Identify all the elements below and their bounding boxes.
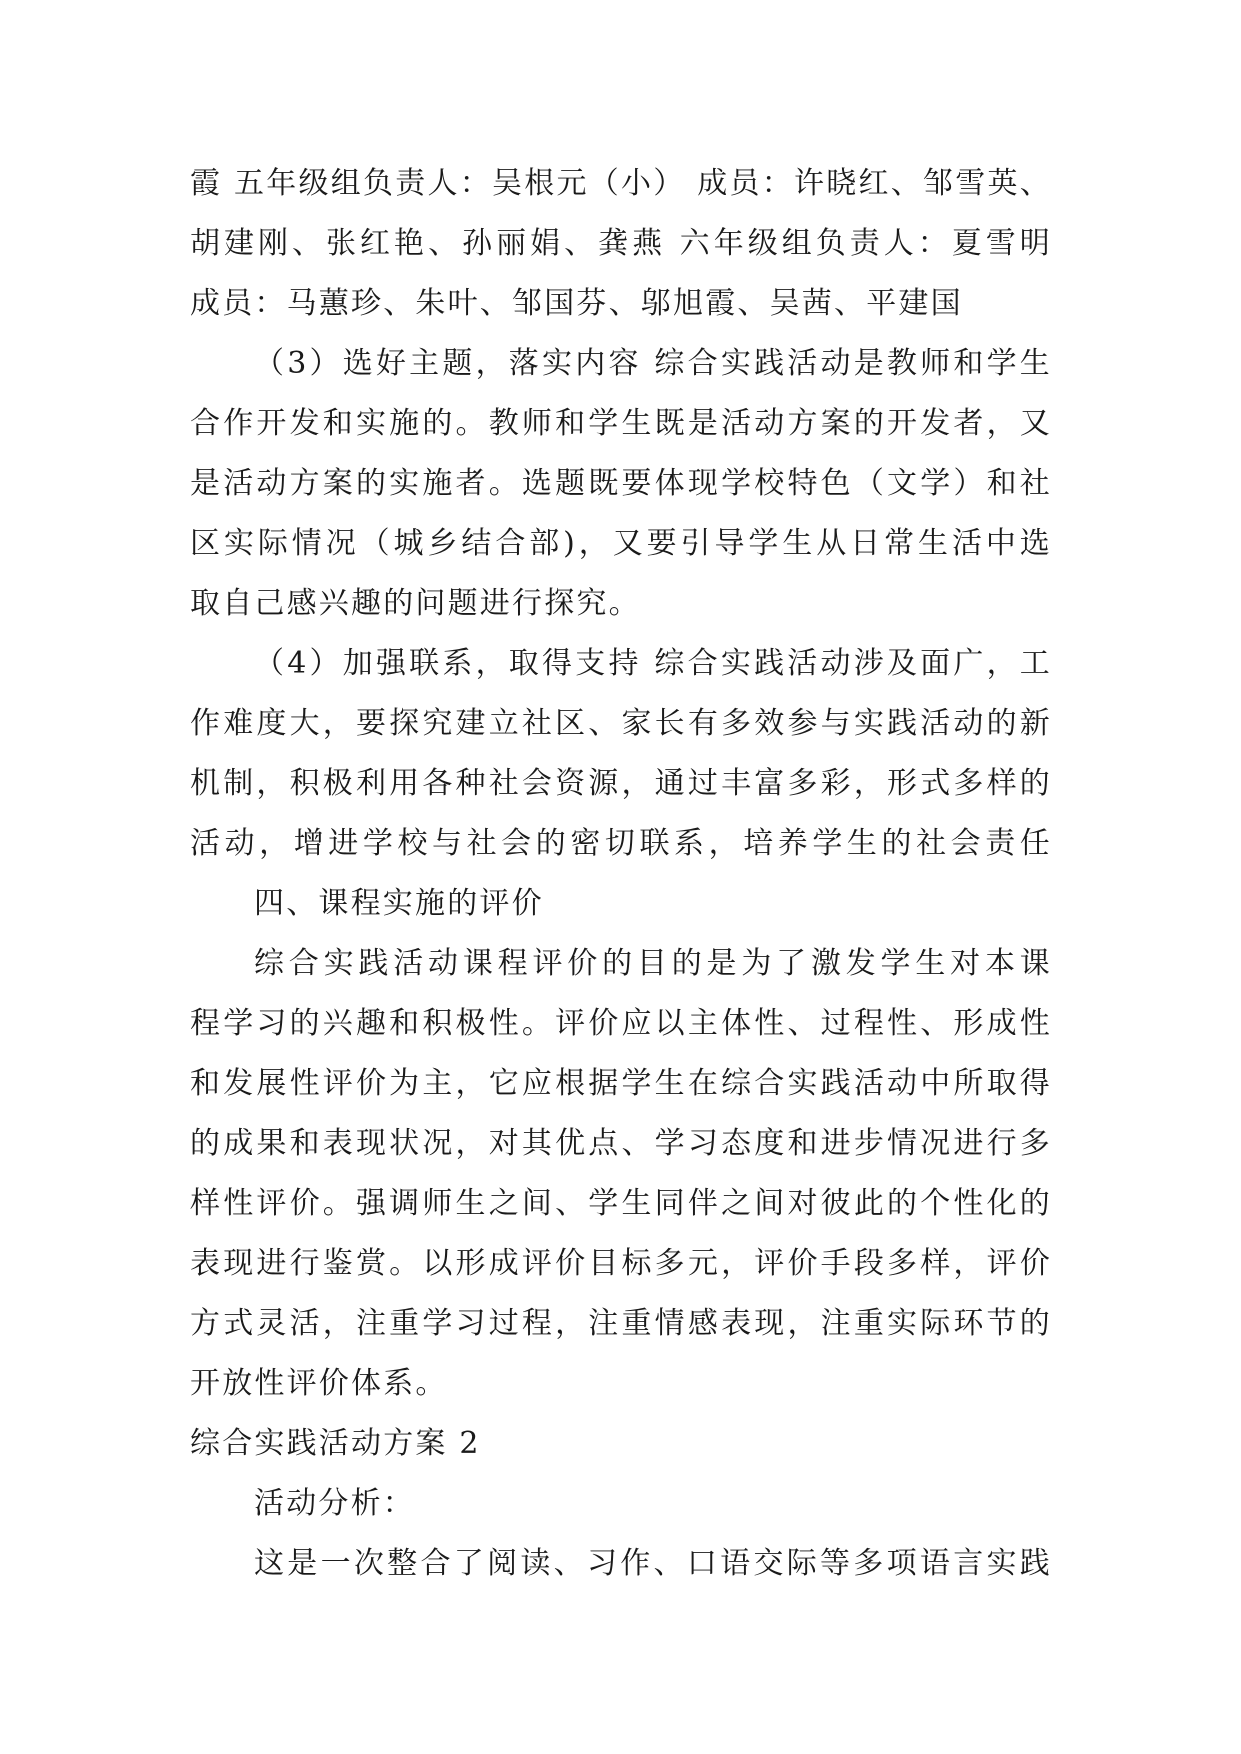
document-section-title: 综合实践活动方案 2 — [190, 1426, 481, 1461]
paragraph-line-16: 和发展性评价为主，它应根据学生在综合实践活动中所取得 — [190, 1066, 1052, 1101]
paragraph-line-14: 综合实践活动课程评价的目的是为了激发学生对本课 — [254, 946, 1052, 981]
paragraph-line-6: 是活动方案的实施者。选题既要体现学校特色（文学）和社 — [190, 466, 1052, 501]
paragraph-line-15: 程学习的兴趣和积极性。评价应以主体性、过程性、形成性 — [190, 1006, 1052, 1041]
paragraph-line-20: 方式灵活，注重学习过程，注重情感表现，注重实际环节的 — [190, 1306, 1052, 1341]
paragraph-line-21: 开放性评价体系。 — [190, 1366, 448, 1401]
section-heading-evaluation: 四、课程实施的评价 — [254, 886, 544, 921]
paragraph-line-9: （4）加强联系，取得支持 综合实践活动涉及面广，工 — [254, 646, 1052, 681]
paragraph-line-3: 成员：马蕙珍、朱叶、邹国芬、邬旭霞、吴茜、平建国 — [190, 286, 963, 321]
paragraph-line-8: 取自己感兴趣的问题进行探究。 — [190, 586, 641, 621]
paragraph-line-18: 样性评价。强调师生之间、学生同伴之间对彼此的个性化的 — [190, 1186, 1052, 1221]
paragraph-line-7: 区实际情况（城乡结合部)，又要引导学生从日常生活中选 — [190, 526, 1052, 561]
paragraph-line-5: 合作开发和实施的。教师和学生既是活动方案的开发者，又 — [190, 406, 1052, 441]
paragraph-line-4: （3）选好主题，落实内容 综合实践活动是教师和学生 — [254, 346, 1052, 381]
document-body — [190, 154, 1052, 1594]
paragraph-line-1: 霞 五年级组负责人：吴根元（小） 成员：许晓红、邹雪英、 — [190, 166, 1052, 201]
paragraph-line-24: 这是一次整合了阅读、习作、口语交际等多项语言实践 — [254, 1546, 1052, 1581]
paragraph-line-19: 表现进行鉴赏。以形成评价目标多元，评价手段多样，评价 — [190, 1246, 1052, 1281]
paragraph-line-17: 的成果和表现状况，对其优点、学习态度和进步情况进行多 — [190, 1126, 1052, 1161]
paragraph-line-2: 胡建刚、张红艳、孙丽娟、龚燕 六年级组负责人：夏雪明 — [190, 226, 1052, 261]
activity-analysis-heading: 活动分析： — [254, 1486, 415, 1521]
paragraph-line-11: 机制，积极利用各种社会资源，通过丰富多彩，形式多样的 — [190, 766, 1052, 801]
paragraph-line-10: 作难度大，要探究建立社区、家长有多效参与实践活动的新 — [190, 706, 1052, 741]
paragraph-line-12: 活动，增进学校与社会的密切联系，培养学生的社会责任 — [190, 826, 1052, 861]
